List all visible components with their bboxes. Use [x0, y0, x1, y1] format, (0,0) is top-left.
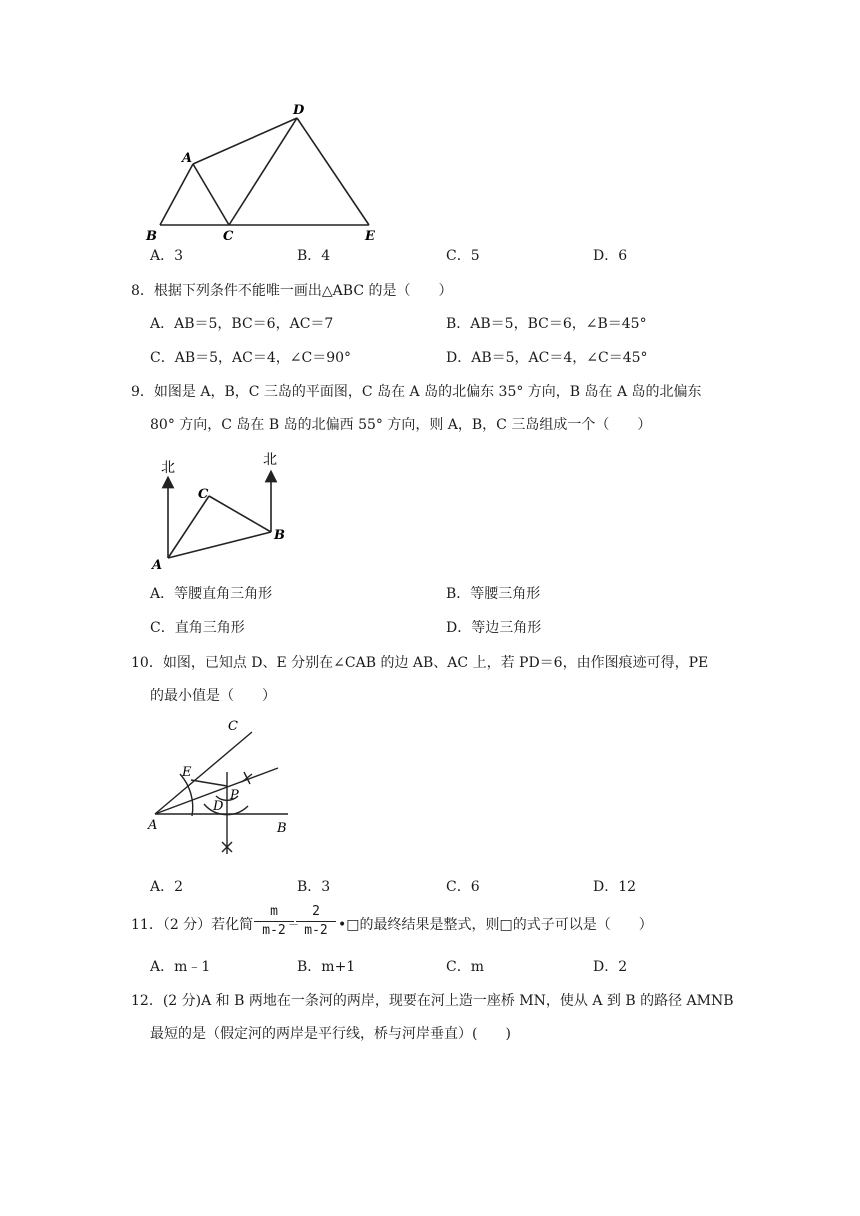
- label-c: C: [228, 719, 238, 734]
- label-a: A: [152, 558, 163, 573]
- q11-minus: －: [288, 918, 299, 931]
- north-label-a: 北: [161, 460, 175, 476]
- q11-option-a[interactable]: A．m﹣1: [150, 959, 211, 975]
- label-b: B: [274, 528, 285, 543]
- q10-stem-line1: 10．如图，已知点 D、E 分别在∠CAB 的边 AB、AC 上，若 PD＝6，由作图痕迹可得，PE: [131, 655, 709, 671]
- q10-option-a[interactable]: A．2: [150, 879, 184, 895]
- q11-suffix: •□的最终结果是整式，则□的式子可以是（ ）: [338, 917, 653, 933]
- label-a: A: [182, 151, 193, 166]
- q11-frac1-denominator: m-2: [262, 923, 286, 938]
- label-e: E: [182, 765, 192, 780]
- q11-frac2-numerator: 2: [312, 904, 320, 919]
- q7-option-b[interactable]: B．4: [297, 248, 331, 264]
- figure-q9: [145, 448, 305, 573]
- label-e: E: [365, 229, 375, 244]
- q7-option-a[interactable]: A．3: [150, 248, 184, 264]
- label-p: P: [230, 788, 239, 803]
- q11-frac2-denominator: m-2: [304, 923, 328, 938]
- q12-stem-line2: 最短的是（假定河的两岸是平行线，桥与河岸垂直）( ): [150, 1026, 511, 1042]
- label-b: B: [277, 821, 287, 836]
- q9-option-d[interactable]: D．等边三角形: [446, 620, 542, 636]
- q7-option-d[interactable]: D．6: [593, 248, 628, 264]
- q8-option-c[interactable]: C．AB＝5，AC＝4，∠C＝90°: [150, 350, 352, 366]
- q8-option-b[interactable]: B．AB＝5，BC＝6，∠B＝45°: [446, 316, 647, 332]
- q11-option-d[interactable]: D．2: [593, 959, 628, 975]
- figure-q10: [140, 712, 300, 862]
- q8-stem: 8．根据下列条件不能唯一画出△ABC 的是（ ）: [131, 283, 453, 299]
- q11-option-b[interactable]: B．m+1: [297, 959, 356, 975]
- q8-option-a[interactable]: A．AB＝5，BC＝6，AC＝7: [150, 316, 334, 332]
- label-c: C: [198, 487, 209, 502]
- q11-option-c[interactable]: C．m: [446, 959, 484, 975]
- label-d: D: [293, 103, 305, 118]
- q9-stem-line1: 9．如图是 A，B，C 三岛的平面图，C 岛在 A 岛的北偏东 35° 方向，B 岛在 A 岛的北偏东: [131, 384, 702, 400]
- figure-q7: [140, 98, 390, 244]
- q11-frac1-numerator: m: [270, 904, 278, 919]
- q9-option-c[interactable]: C．直角三角形: [150, 620, 245, 636]
- q11-prefix: 11．（2 分）若化简: [131, 917, 254, 933]
- q10-option-c[interactable]: C．6: [446, 879, 480, 895]
- q10-option-b[interactable]: B．3: [297, 879, 331, 895]
- north-label-b: 北: [263, 452, 277, 468]
- label-a: A: [148, 818, 158, 833]
- q9-option-b[interactable]: B．等腰三角形: [446, 586, 541, 602]
- q7-option-c[interactable]: C．5: [446, 248, 480, 264]
- q9-option-a[interactable]: A．等腰直角三角形: [150, 586, 273, 602]
- q11-fraction-2: [296, 903, 336, 940]
- q10-option-d[interactable]: D．12: [593, 879, 637, 895]
- q8-option-d[interactable]: D．AB＝5，AC＝4，∠C＝45°: [446, 350, 648, 366]
- q9-stem-line2: 80° 方向，C 岛在 B 岛的北偏西 55° 方向，则 A，B，C 三岛组成一个（ ）: [150, 417, 652, 433]
- label-d: D: [213, 799, 224, 814]
- label-b: B: [146, 229, 157, 244]
- q12-stem-line1: 12．(2 分)A 和 B 两地在一条河的两岸，现要在河上造一座桥 MN，使从 A 到 B 的路径 AMNB: [131, 993, 734, 1009]
- label-c: C: [223, 229, 234, 244]
- q10-stem-line2: 的最小值是（ ）: [150, 688, 276, 704]
